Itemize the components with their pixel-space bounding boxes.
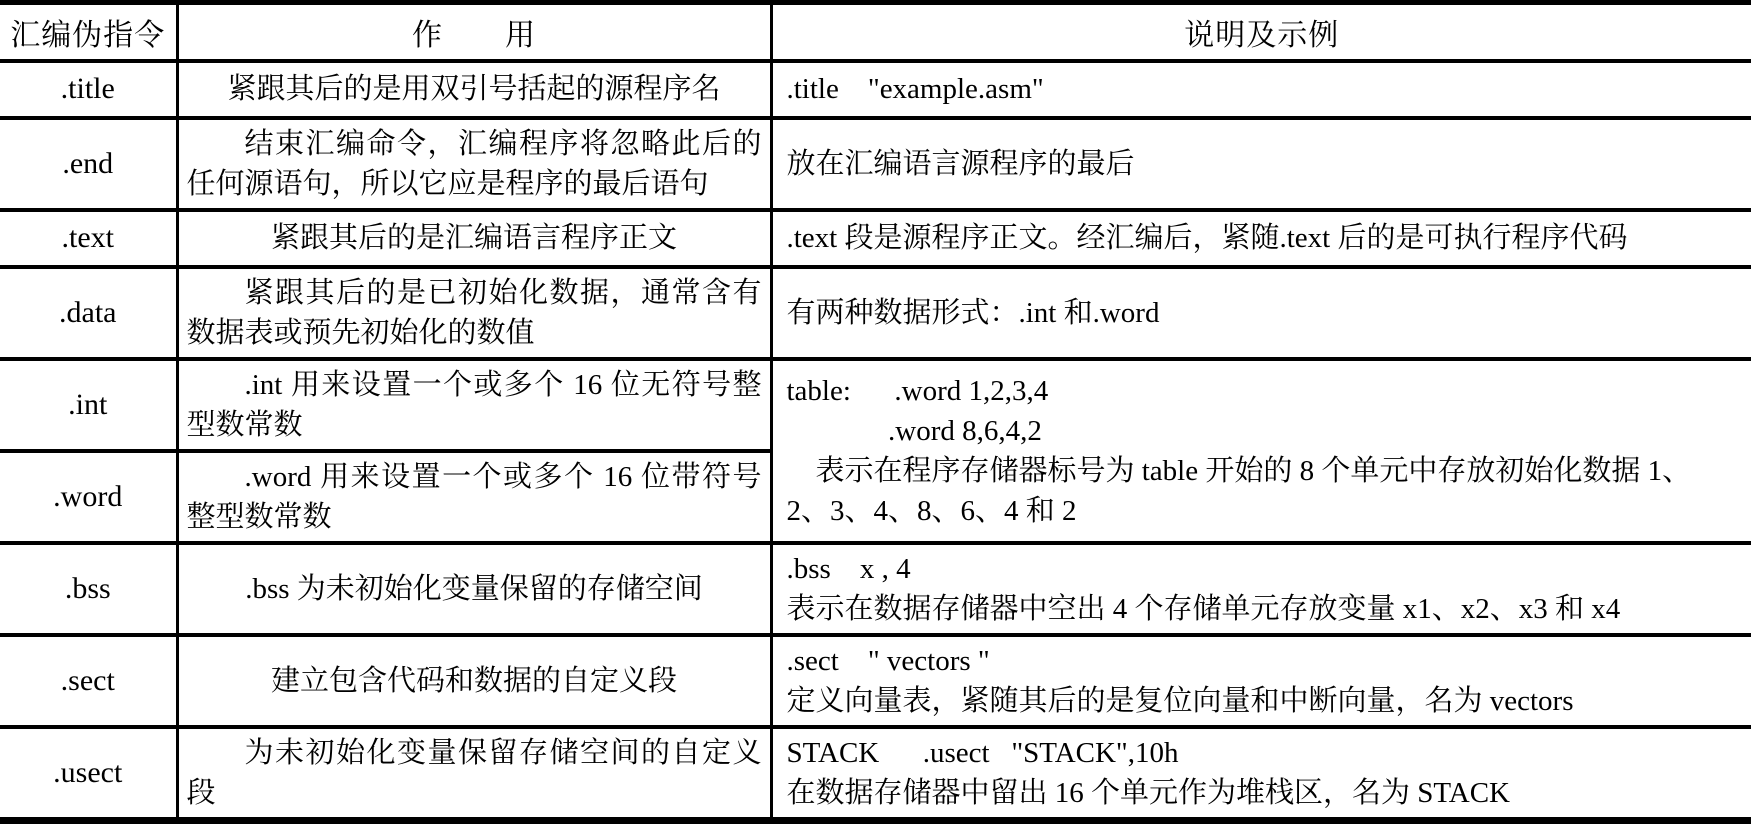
function-cell xyxy=(177,727,771,821)
table-row-sect xyxy=(0,635,1751,727)
directive-cell: .sect xyxy=(0,635,177,727)
text-line: .sect " vectors " xyxy=(786,644,990,677)
text-line: .text 段是源程序正文。经汇编后，紧随.text 后的是可执行程序代码 xyxy=(786,222,1628,254)
function-cell xyxy=(177,543,771,635)
text-line: 表示在数据存储器中空出 4 个存储单元存放变量 x1、x2、x3 和 x4 xyxy=(786,592,1621,625)
table-row-title xyxy=(0,61,1751,118)
text-line: 放在汇编语言源程序的最后 xyxy=(786,147,1135,180)
function-cell xyxy=(177,210,771,267)
text-line: 2、3、4、8、6、4 和 2 xyxy=(786,494,1077,527)
function-cell xyxy=(177,635,771,727)
text-line: 定义向量表，紧随其后的是复位向量和中断向量，名为 vectors xyxy=(786,684,1574,717)
directive-cell: .int xyxy=(0,359,177,451)
directive-cell: .data xyxy=(0,267,177,359)
text-line: .bss x , 4 xyxy=(786,552,911,585)
text-line: .bss 为未初始化变量保留的存储空间 xyxy=(245,572,703,605)
table-row-end xyxy=(0,118,1751,210)
directive-cell: .usect xyxy=(0,727,177,821)
text-line: .word 用来设置一个或多个 16 位带符号 xyxy=(244,460,762,493)
text-line: 结束汇编命令，汇编程序将忽略此后的 xyxy=(244,127,762,160)
table-row-int xyxy=(0,359,1751,451)
function-cell xyxy=(177,267,771,359)
text-line: 段 xyxy=(186,776,216,809)
example-cell xyxy=(771,210,1751,267)
text-line: STACK .usect "STACK",10h xyxy=(786,736,1179,769)
table-row-data xyxy=(0,267,1751,359)
text-line: table: .word 1,2,3,4 xyxy=(786,374,1049,407)
text-line: .int 用来设置一个或多个 16 位无符号整 xyxy=(244,368,762,401)
text-line: 整型数常数 xyxy=(186,500,332,533)
directive-cell: .text xyxy=(0,210,177,267)
text-line: 表示在程序存储器标号为 table 开始的 8 个单元中存放初始化数据 1、 xyxy=(786,454,1692,487)
header-function-column: 作 用 xyxy=(177,3,771,61)
directive-cell: .end xyxy=(0,118,177,210)
example-cell xyxy=(771,727,1751,821)
function-cell xyxy=(177,61,771,118)
directive-cell: .bss xyxy=(0,543,177,635)
example-cell xyxy=(771,635,1751,727)
header-description-column: 说明及示例 xyxy=(771,3,1751,61)
text-line: 型数常数 xyxy=(186,408,303,441)
text-line: 有两种数据形式：.int 和.word xyxy=(786,296,1160,329)
text-line: 紧跟其后的是用双引号括起的源程序名 xyxy=(227,73,721,105)
example-cell-merged-int-word xyxy=(771,359,1751,543)
text-line: .title "example.asm" xyxy=(786,73,1044,105)
example-cell xyxy=(771,61,1751,118)
table-row-usect xyxy=(0,727,1751,821)
directive-cell: .word xyxy=(0,451,177,543)
text-line: .word 8,6,4,2 xyxy=(786,414,1042,447)
text-line: 在数据存储器中留出 16 个单元作为堆栈区，名为 STACK xyxy=(786,776,1510,809)
example-cell xyxy=(771,267,1751,359)
header-directive-column: 汇编伪指令 xyxy=(0,3,177,61)
function-cell xyxy=(177,359,771,451)
header-row xyxy=(0,3,1751,61)
function-cell xyxy=(177,118,771,210)
text-line: 紧跟其后的是汇编语言程序正文 xyxy=(270,222,677,254)
example-cell xyxy=(771,118,1751,210)
table-row-text xyxy=(0,210,1751,267)
text-line: 数据表或预先初始化的数值 xyxy=(186,316,535,349)
text-line: 任何源语句，所以它应是程序的最后语句 xyxy=(186,167,709,200)
directive-cell: .title xyxy=(0,61,177,118)
text-line: 建立包含代码和数据的自定义段 xyxy=(270,664,677,697)
example-cell xyxy=(771,543,1751,635)
function-cell xyxy=(177,451,771,543)
table-row-bss xyxy=(0,543,1751,635)
text-line: 为未初始化变量保留存储空间的自定义 xyxy=(244,736,762,769)
text-line: 紧跟其后的是已初始化数据，通常含有 xyxy=(244,276,762,309)
